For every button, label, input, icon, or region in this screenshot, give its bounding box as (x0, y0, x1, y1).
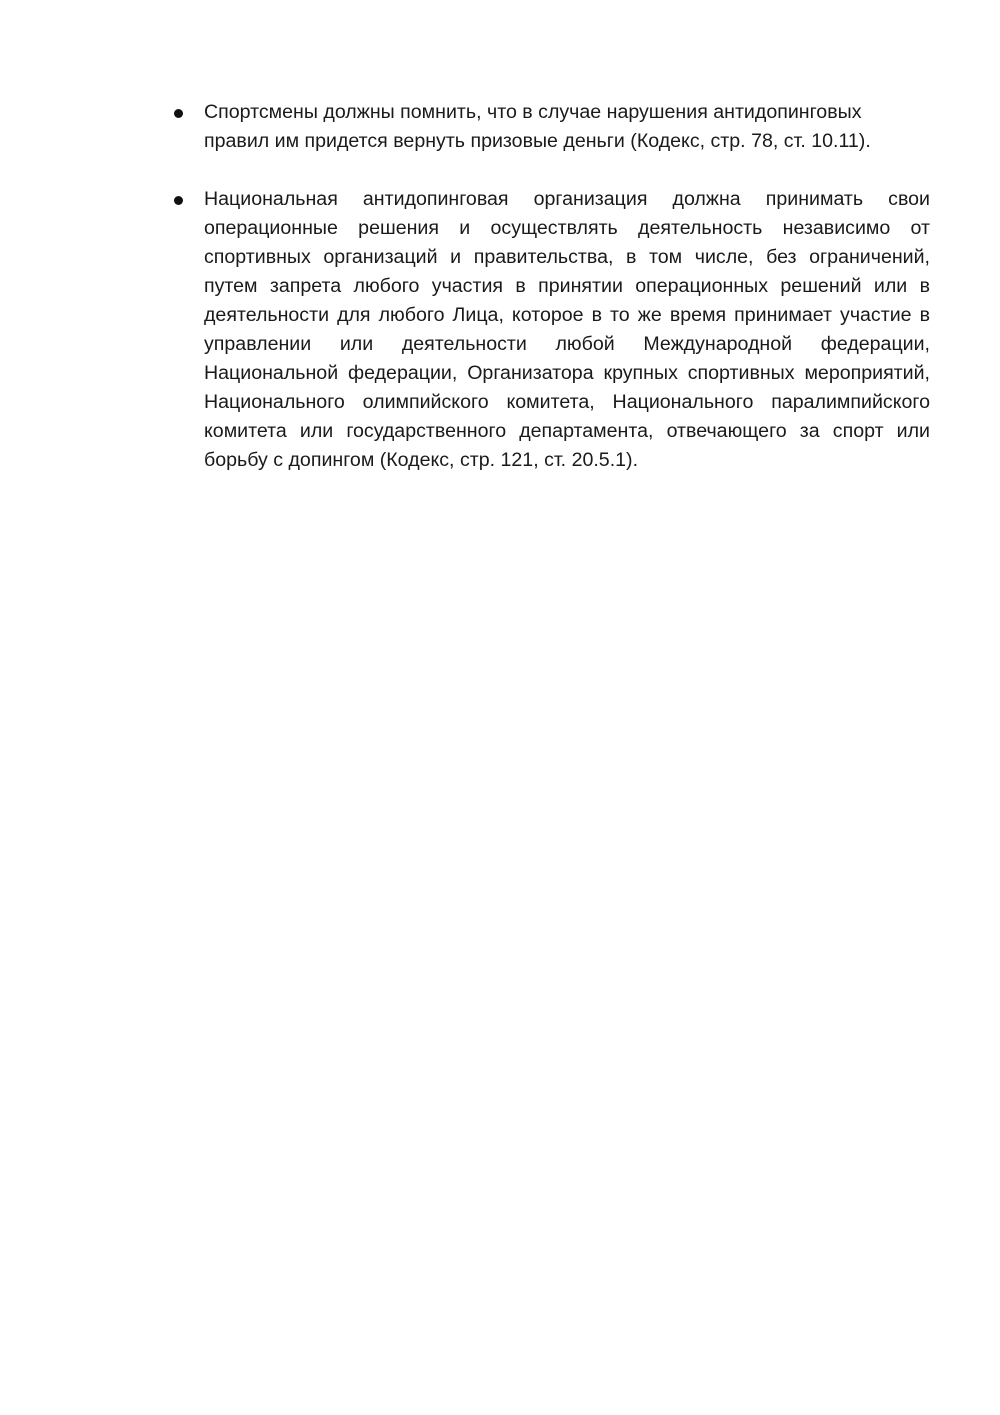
list-item (172, 98, 930, 156)
bullet-icon (174, 109, 183, 118)
bullet-text: Национальная антидопинговая организация должна принимать свои операционные решения и осуществлять деятельность независимо от спортивных организаций и правительства, в том числе, без ограничений, путем запрета любого участия в принятии операционных решений или в деятельности для любого Лица, которое в то же время принимает участие в управлении или деятельности любой Международной федерации, Национальной федерации, Организатора крупных спортивных мероприятий, Национального олимпийского комитета, Национального паралимпийского комитета или государственного департамента, отвечающего за спорт или борьбу с допингом (Кодекс, стр. 121, ст. 20.5.1). (204, 188, 930, 471)
bullet-text: Спортсмены должны помнить, что в случае нарушения антидопинговых правил им придется вернуть призовые деньги (Кодекс, стр. 78, ст. 10.11). (204, 101, 871, 152)
bullet-icon (174, 196, 183, 205)
bullet-list (172, 98, 930, 504)
list-item (172, 185, 930, 475)
